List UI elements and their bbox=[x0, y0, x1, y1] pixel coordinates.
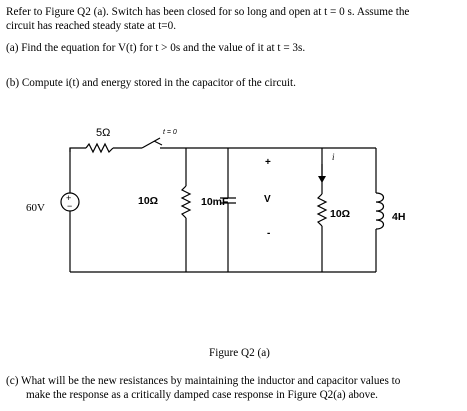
switch-time-label: t = 0 bbox=[163, 129, 177, 136]
question-part-c-line1: (c) What will be the new resistances by maintaining the inductor and capacitor values to bbox=[6, 375, 401, 387]
top-left-wire bbox=[70, 148, 86, 152]
question-intro-line2: circuit has reached steady state at t=0. bbox=[6, 20, 177, 32]
source-voltage-label: 60V bbox=[26, 202, 45, 214]
question-part-a: (a) Find the equation for V(t) for t > 0s and the value of it at t = 3s. bbox=[6, 42, 306, 54]
inductor-label: 4H bbox=[392, 211, 406, 223]
capacitor-label: 10mF bbox=[201, 196, 229, 208]
source-minus-sign: − bbox=[67, 201, 73, 211]
voltage-minus-sign: - bbox=[267, 228, 271, 239]
resistor-5ohm-label: 5Ω bbox=[96, 127, 111, 139]
question-part-c-line2: make the response as a critically damped case response in Figure Q2(a) above. bbox=[26, 389, 378, 401]
resistor-5ohm bbox=[86, 144, 113, 152]
voltage-label: V bbox=[264, 194, 271, 205]
question-intro-line1: Refer to Figure Q2 (a). Switch has been closed for so long and open at t = 0 s. Assume the bbox=[6, 6, 410, 18]
question-part-b: (b) Compute i(t) and energy stored in the capacitor of the circuit. bbox=[6, 77, 296, 89]
inductor bbox=[376, 193, 384, 229]
resistor-10ohm-right-label: 10Ω bbox=[330, 208, 351, 220]
source-plus-sign: + bbox=[66, 193, 72, 203]
resistor-10ohm-right bbox=[318, 194, 326, 226]
figure-caption: Figure Q2 (a) bbox=[209, 347, 270, 359]
voltage-plus-sign: + bbox=[265, 157, 271, 168]
resistor-10ohm-mid-label: 10Ω bbox=[138, 195, 159, 207]
switch-arrow-shaft bbox=[154, 141, 162, 145]
current-label: i bbox=[332, 152, 335, 162]
current-arrow-head bbox=[318, 176, 326, 183]
resistor-10ohm-mid bbox=[182, 186, 190, 218]
